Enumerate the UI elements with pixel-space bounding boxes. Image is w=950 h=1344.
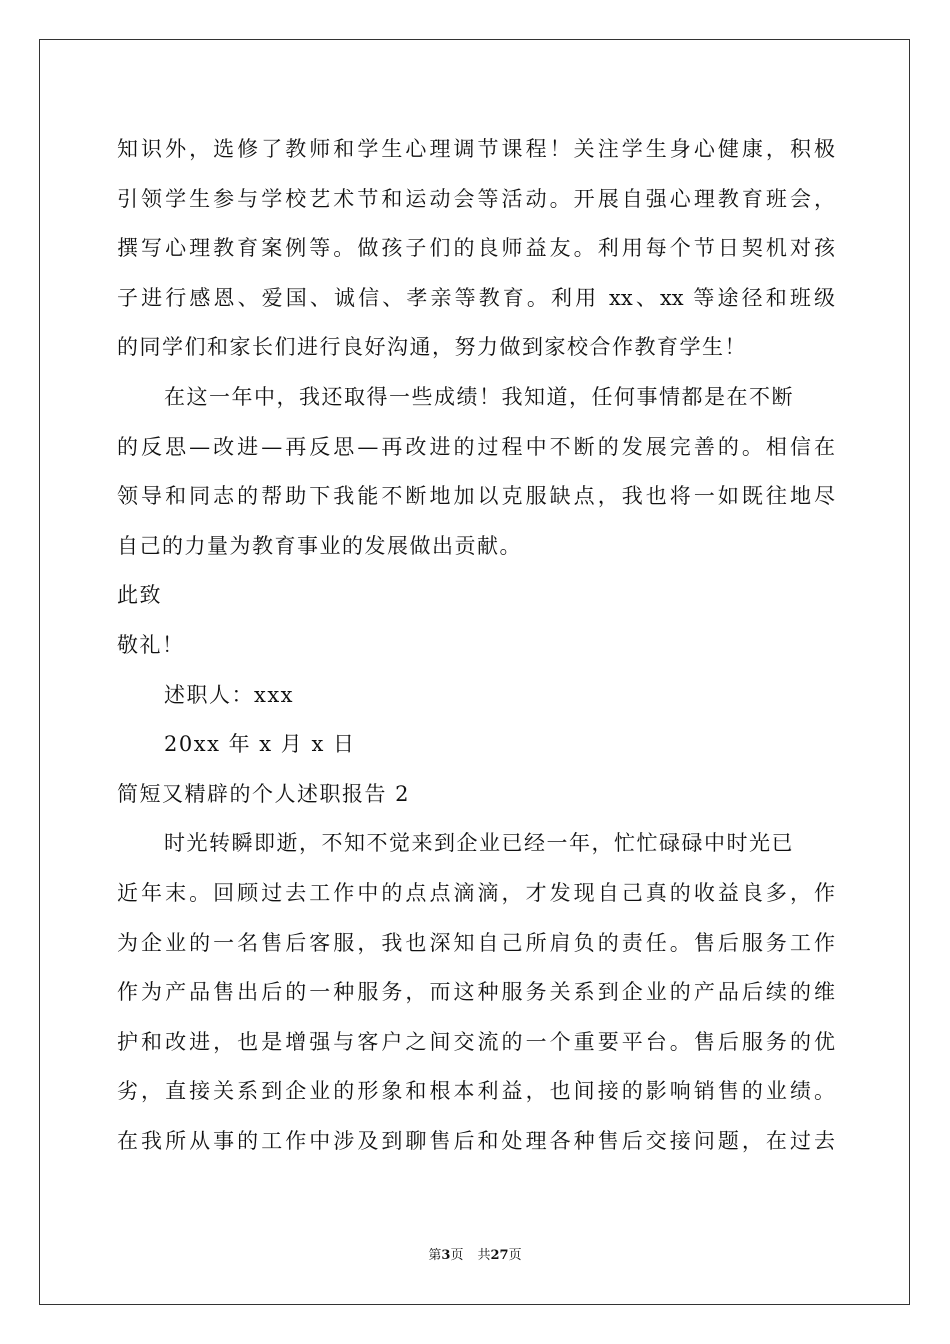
body-line: 劣，直接关系到企业的形象和根本利益，也间接的影响销售的业绩。	[117, 1079, 835, 1104]
body-line: 作为产品售出后的一种服务，而这种服务关系到企业的产品后续的维	[117, 980, 835, 1005]
salutation-line: 敬礼！	[117, 632, 185, 657]
body-line: 近年末。回顾过去工作中的点点滴滴，才发现自己真的收益良多，作	[117, 880, 835, 905]
page-number: 3	[441, 1248, 451, 1263]
date-line: 20xx 年 x 月 x 日	[164, 732, 356, 757]
page-prefix: 第	[428, 1248, 442, 1263]
body-line: 领导和同志的帮助下我能不断地加以克服缺点，我也将一如既往地尽	[117, 484, 835, 509]
body-line: 引领学生参与学校艺术节和运动会等活动。开展自强心理教育班会，	[117, 186, 835, 211]
body-line: 自己的力量为教育事业的发展做出贡献。	[117, 533, 522, 558]
body-line: 护和改进，也是增强与客户之间交流的一个重要平台。售后服务的优	[117, 1029, 835, 1054]
page-footer	[0, 1244, 950, 1263]
body-line: 子进行感恩、爱国、诚信、孝亲等教育。利用 xx、xx 等途径和班级	[117, 285, 835, 310]
total-pages: 27	[490, 1248, 509, 1263]
body-line: 时光转瞬即逝，不知不觉来到企业已经一年，忙忙碌碌中时光已	[164, 831, 794, 856]
body-line: 的同学们和家长们进行良好沟通，努力做到家校合作教育学生！	[117, 335, 747, 360]
body-line: 为企业的一名售后客服，我也深知自己所肩负的责任。售后服务工作	[117, 930, 835, 955]
salutation-line: 此致	[117, 583, 162, 608]
page-suffix: 页	[450, 1248, 464, 1263]
body-line: 知识外，选修了教师和学生心理调节课程！关注学生身心健康，积极	[117, 137, 835, 161]
total-suffix: 页	[508, 1248, 522, 1263]
total-prefix: 共	[477, 1248, 491, 1263]
body-line: 撰写心理教育案例等。做孩子们的良师益友。利用每个节日契机对孩	[117, 236, 835, 261]
document-body	[117, 125, 835, 1166]
body-line: 在这一年中，我还取得一些成绩！我知道，任何事情都是在不断	[164, 384, 794, 409]
body-line: 在我所从事的工作中涉及到聊售后和处理各种售后交接问题，在过去	[117, 1128, 835, 1153]
signature-line: 述职人：xxx	[164, 682, 295, 707]
body-line: 的反思—改进—再反思—再改进的过程中不断的发展完善的。相信在	[117, 434, 835, 459]
section-title: 简短又精辟的个人述职报告 2	[117, 781, 411, 806]
